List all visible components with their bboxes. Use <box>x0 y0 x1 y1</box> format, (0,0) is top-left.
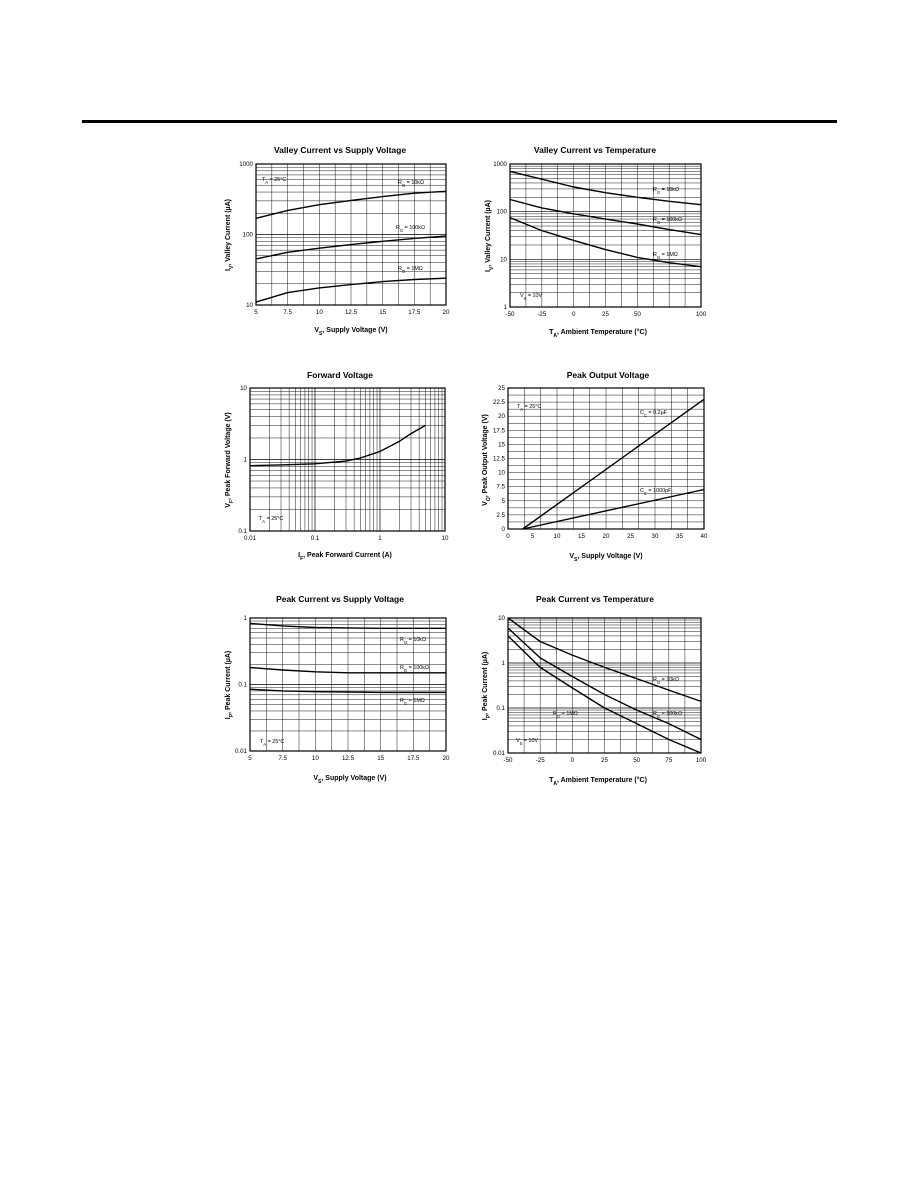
annotation-vs: $V_S = 10V$ <box>520 293 543 301</box>
y-tick-label: 20 <box>498 413 505 421</box>
y-tick-label: 100 <box>242 231 253 239</box>
y-axis-label: $I_V$, Valley Current (µA) <box>225 199 235 271</box>
y-tick-label: 0.1 <box>496 705 505 712</box>
x-ticks <box>506 311 707 318</box>
x-tick-label: 15 <box>578 533 585 540</box>
chart-title: Peak Output Voltage <box>566 370 650 380</box>
annotation-rg-100k: $R_G = 100k\Omega$ <box>653 711 683 719</box>
annotation-cc-02u: $C_C = 0.2\mu F$ <box>640 410 667 418</box>
annotation-rg-10k: $R_G = 10k\Omega$ <box>400 637 427 645</box>
series-layer <box>523 399 704 529</box>
y-ticks <box>239 161 253 309</box>
annotation-rg-10k: $R_G = 10k\Omega$ <box>653 187 680 195</box>
y-axis-label: $I_P$, Peak Current (µA) <box>482 651 492 721</box>
y-tick-label: 1 <box>501 660 505 667</box>
chart-title: Forward Voltage <box>307 370 373 380</box>
y-tick-label: 22.5 <box>492 399 505 407</box>
chart-peak-current-vs-temperature <box>470 590 720 795</box>
x-axis-label: $I_F$, Peak Forward Current (A) <box>298 552 392 562</box>
x-axis-label: $T_A$, Ambient Temperature (°C) <box>549 329 647 339</box>
x-tick-label: 100 <box>695 311 707 318</box>
y-tick-label: 0.1 <box>238 528 247 535</box>
x-tick-label: -25 <box>535 757 545 764</box>
chart-title: Peak Current vs Temperature <box>536 594 654 604</box>
y-ticks <box>238 385 247 535</box>
x-tick-label: 5 <box>248 755 252 762</box>
x-tick-label: 0.1 <box>310 535 320 542</box>
x-ticks <box>504 757 707 764</box>
y-tick-label: 1 <box>243 615 247 622</box>
x-axis-label: $V_S$, Supply Voltage (V) <box>569 553 643 563</box>
y-tick-label: 7.5 <box>496 483 505 491</box>
x-tick-label: 10 <box>315 309 323 316</box>
y-axis-label: $V_F$, Peak Forward Voltage (V) <box>225 412 235 508</box>
y-axis-label: $I_V$, Valley Current (µA) <box>485 200 495 272</box>
x-tick-label: 0 <box>571 311 576 318</box>
y-axis-label: $I_P$, Peak Current (µA) <box>225 650 235 720</box>
y-tick-label: 0.01 <box>492 750 505 757</box>
annotation-rg-1m: $R_G = 1M\Omega$ <box>653 252 678 260</box>
y-tick-label: 10 <box>498 469 505 477</box>
chart-peak-current-vs-supply-voltage <box>210 590 460 795</box>
annotation-rg-1m: $R_G = 1M\Omega$ <box>400 698 425 706</box>
x-tick-label: 15 <box>379 309 387 316</box>
annotation-rg-1m: $R_G = 1M\Omega$ <box>553 711 578 719</box>
chart-svg <box>210 365 460 570</box>
x-tick-label: 25 <box>627 533 634 540</box>
y-tick-label: 5 <box>501 497 505 505</box>
x-ticks <box>254 309 450 316</box>
annotation-rg-100k: $R_G = 100k\Omega$ <box>653 217 683 225</box>
chart-svg <box>470 590 720 795</box>
y-tick-label: 1000 <box>239 161 253 168</box>
x-tick-label: 7.5 <box>278 755 287 762</box>
chart-forward-voltage <box>210 365 460 570</box>
chart-svg <box>210 590 460 795</box>
y-tick-label: 0 <box>501 526 505 533</box>
y-tick-label: 1000 <box>493 161 507 168</box>
chart-valley-current-vs-supply-voltage <box>210 140 460 345</box>
y-tick-label: 15 <box>498 441 505 449</box>
x-tick-label: 50 <box>633 311 641 318</box>
x-tick-label: -25 <box>537 311 547 318</box>
x-tick-label: 20 <box>442 309 450 316</box>
x-ticks <box>244 535 449 542</box>
annotation-ta: $T_A = 25^\circ C$ <box>262 177 287 185</box>
y-tick-label: 12.5 <box>492 455 505 463</box>
x-tick-label: 15 <box>377 755 385 762</box>
x-axis-label: $V_S$, Supply Voltage (V) <box>313 775 387 785</box>
x-tick-label: 1 <box>378 535 382 542</box>
x-tick-label: 17.5 <box>407 755 420 762</box>
y-tick-label: 2.5 <box>496 511 505 519</box>
y-tick-label: 1 <box>243 456 247 464</box>
chart-svg <box>470 365 720 570</box>
annotation-vs: $V_S = 10V$ <box>516 738 539 746</box>
annotation-ta: $T_A = 25^\circ C$ <box>260 739 285 747</box>
y-tick-label: 100 <box>496 208 507 216</box>
chart-svg <box>470 140 720 345</box>
x-tick-label: 7.5 <box>283 309 292 316</box>
chart-title: Valley Current vs Temperature <box>533 145 657 155</box>
y-tick-label: 10 <box>240 385 247 392</box>
x-tick-label: 10 <box>553 533 561 540</box>
x-tick-label: 35 <box>676 533 683 540</box>
x-tick-label: 12.5 <box>344 309 358 316</box>
annotation-rg-10k: $R_G = 10k\Omega$ <box>398 180 425 188</box>
x-axis-label: $T_A$, Ambient Temperature (°C) <box>549 777 647 787</box>
x-tick-label: 5 <box>530 533 535 540</box>
annotation-rg-100k: $R_G = 100k\Omega$ <box>400 665 430 673</box>
annotation-rg-100k: $R_G = 100k\Omega$ <box>396 225 426 233</box>
x-tick-label: 25 <box>602 311 609 318</box>
y-ticks <box>493 385 506 533</box>
chart-valley-current-vs-temperature <box>470 140 720 345</box>
x-tick-label: -50 <box>505 311 515 318</box>
y-tick-label: 10 <box>498 615 505 622</box>
y-tick-label: 10 <box>246 302 253 309</box>
x-tick-label: 40 <box>700 533 708 540</box>
x-ticks <box>506 533 708 540</box>
x-tick-label: 75 <box>665 757 673 764</box>
grid <box>250 388 445 531</box>
chart-peak-output-voltage <box>470 365 720 570</box>
y-axis-label: $V_O$, Peak Output Voltage (V) <box>482 414 492 506</box>
annotation-rg-1m: $R_G = 1M\Omega$ <box>398 266 423 274</box>
x-tick-label: 10 <box>441 535 449 542</box>
chart-title: Valley Current vs Supply Voltage <box>273 145 407 155</box>
x-tick-label: 30 <box>651 533 659 540</box>
chart-svg <box>210 140 460 345</box>
annotation-ta: $T_A = 25^\circ C$ <box>517 404 542 412</box>
x-tick-label: 20 <box>442 755 450 762</box>
x-tick-label: 100 <box>695 757 707 764</box>
x-tick-label: 20 <box>602 533 610 540</box>
x-tick-label: -50 <box>503 757 513 764</box>
grid <box>508 618 701 753</box>
grid <box>510 164 701 307</box>
x-tick-label: 0 <box>570 757 575 764</box>
x-tick-label: 5 <box>254 309 258 316</box>
y-ticks <box>493 161 507 311</box>
y-tick-label: 0.1 <box>238 681 247 689</box>
x-tick-label: 0 <box>506 533 510 540</box>
y-tick-label: 0.01 <box>234 748 247 755</box>
y-tick-label: 25 <box>498 385 505 392</box>
y-ticks <box>493 615 506 757</box>
x-axis-label: $V_S$, Supply Voltage (V) <box>314 327 388 337</box>
y-tick-label: 10 <box>500 256 507 264</box>
annotation-ta: $T_A = 25^\circ C$ <box>259 516 284 524</box>
y-tick-label: 17.5 <box>492 427 505 435</box>
x-tick-label: 0.01 <box>243 535 257 542</box>
annotation-cc-1000p: $C_C = 1000pF$ <box>640 488 672 496</box>
x-ticks <box>248 755 450 762</box>
x-tick-label: 17.5 <box>408 309 421 316</box>
x-tick-label: 25 <box>601 757 608 764</box>
y-ticks <box>235 615 248 755</box>
y-tick-label: 1 <box>503 304 507 311</box>
annotation-rg-10k: $R_G = 10k\Omega$ <box>653 677 680 685</box>
header-rule <box>82 120 837 123</box>
x-tick-label: 12.5 <box>341 755 355 762</box>
x-tick-label: 10 <box>311 755 319 762</box>
chart-title: Peak Current vs Supply Voltage <box>276 594 404 604</box>
x-tick-label: 50 <box>633 757 641 764</box>
